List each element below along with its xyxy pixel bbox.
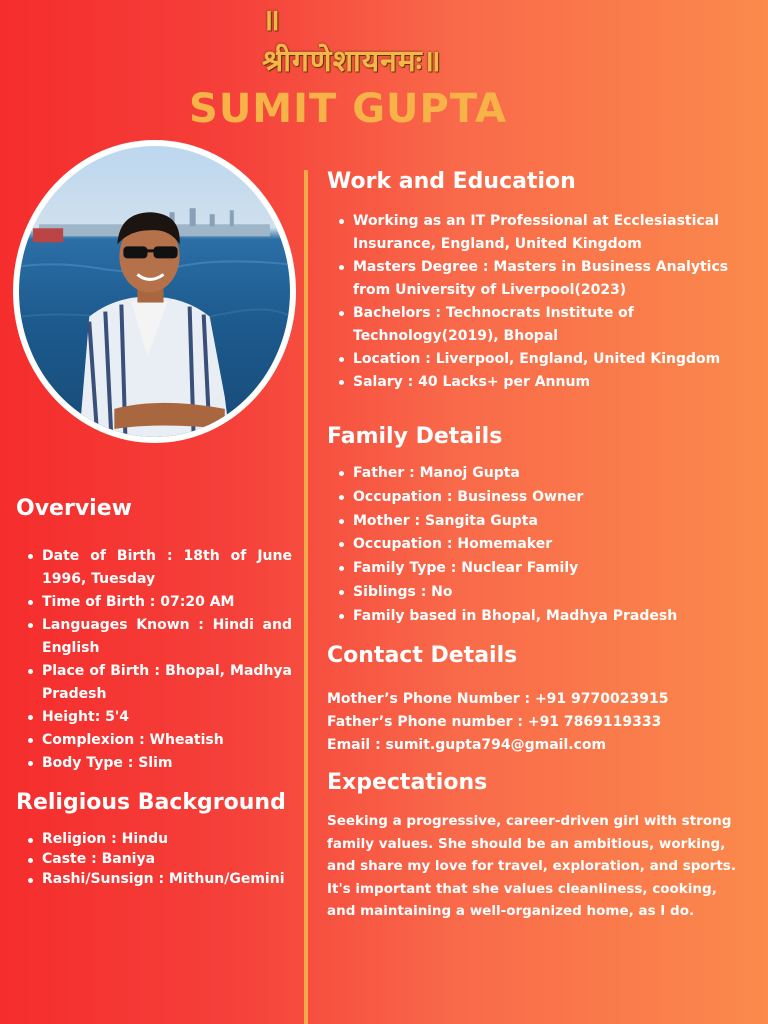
father-phone: Father’s Phone number : +91 7869119333 [327, 714, 662, 730]
mother-phone: Mother’s Phone Number : +91 9770023915 [327, 691, 669, 707]
list-item: Mother : Sangita Gupta [327, 510, 747, 534]
list-item: Masters Degree : Masters in Business Analytics from University of Liverpool(2023) [327, 256, 747, 302]
family-details-heading: Family Details [327, 424, 503, 449]
contact-details [327, 688, 668, 757]
list-item: Occupation : Homemaker [327, 533, 747, 557]
list-item: Date of Birth : 18th of June 1996, Tuesday [16, 545, 292, 591]
overview-list [16, 545, 292, 775]
work-education-heading: Work and Education [327, 169, 576, 194]
list-item: Religion : Hindu [16, 829, 296, 849]
list-item: Height: 5'4 [16, 706, 292, 729]
contact-details-heading: Contact Details [327, 643, 518, 668]
family-details-list [327, 462, 747, 629]
expectations-text: Seeking a progressive, career-driven girl with strong family values. She should be an ambitious, working, and share my love for travel, exploration, and sports. It's important that she values cleanliness, cooking, and maintaining a well-organized home, as I do. [327, 813, 736, 920]
profile-photo [19, 146, 290, 437]
list-item: Rashi/Sunsign : Mithun/Gemini [16, 869, 296, 889]
overview-heading: Overview [16, 496, 132, 521]
list-item: Salary : 40 Lacks+ per Annum [327, 371, 747, 394]
column-divider [304, 170, 308, 1024]
list-item: Caste : Baniya [16, 849, 296, 869]
list-item: Father : Manoj Gupta [327, 462, 747, 486]
list-item: Family Type : Nuclear Family [327, 557, 747, 581]
list-item: Time of Birth : 07:20 AM [16, 591, 292, 614]
list-item: Siblings : No [327, 581, 747, 605]
list-item: Complexion : Wheatish [16, 729, 292, 752]
religious-background-heading: Religious Background [16, 790, 286, 815]
profile-photo-illustration [19, 146, 290, 437]
list-item: Working as an IT Professional at Ecclesiastical Insurance, England, United Kingdom [327, 210, 747, 256]
list-item: Bachelors : Technocrats Institute of Technology(2019), Bhopal [327, 302, 747, 348]
profile-photo-frame [13, 140, 296, 443]
religious-list [16, 829, 296, 889]
profile-name: SUMIT GUPTA [189, 86, 507, 132]
list-item: Body Type : Slim [16, 752, 292, 775]
shri-ganeshaya-namah-logo: ॥श्रीगणेशायनमः॥ [262, 3, 442, 79]
list-item: Family based in Bhopal, Madhya Pradesh [327, 605, 747, 629]
email: Email : sumit.gupta794@gmail.com [327, 737, 607, 753]
work-education-list [327, 210, 747, 394]
list-item: Location : Liverpool, England, United Kingdom [327, 348, 747, 371]
expectations-heading: Expectations [327, 770, 488, 795]
list-item: Place of Birth : Bhopal, Madhya Pradesh [16, 660, 292, 706]
list-item: Languages Known : Hindi and English [16, 614, 292, 660]
list-item: Occupation : Business Owner [327, 486, 747, 510]
